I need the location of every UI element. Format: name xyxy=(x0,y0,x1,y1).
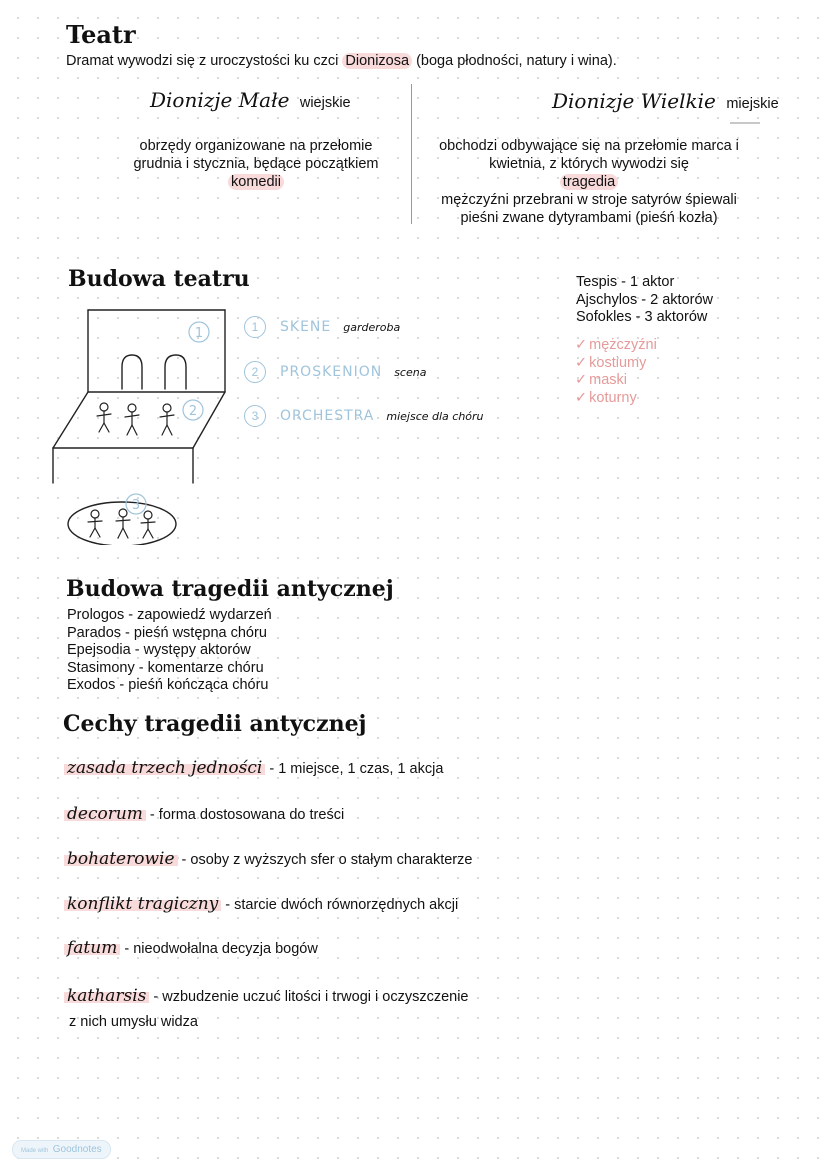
feature-desc-continued: z nich umysłu widza xyxy=(69,1014,198,1030)
badge-brand: Goodnotes xyxy=(52,1144,102,1155)
col-right-header xyxy=(552,89,779,113)
actor-line: Tespis - 1 aktor xyxy=(576,274,675,290)
structure-item: Prologos - zapowiedź wydarzeń xyxy=(67,607,272,623)
drawing-label-3: 3 xyxy=(131,498,141,513)
feature-row xyxy=(64,849,472,870)
col-left-highlight: komedii xyxy=(228,174,284,190)
feature-term: zasada trzech jedności xyxy=(64,758,265,778)
part-1-name: SKENE xyxy=(280,319,332,335)
checklist-item: ✓ koturny xyxy=(575,390,657,408)
structure-list xyxy=(67,607,272,695)
features-heading: Cechy tragedii antycznej xyxy=(63,711,367,737)
col-left-qualifier: wiejskie xyxy=(299,95,351,111)
skene-building xyxy=(88,310,225,392)
theatre-drawing xyxy=(46,305,246,545)
feature-term: fatum xyxy=(64,938,120,958)
part-2-note: scena xyxy=(394,365,427,379)
structure-item: Parados - pieśń wstępna chóru xyxy=(67,624,267,641)
part-3-note: miejsce dla chóru xyxy=(386,409,484,423)
col-right-text: obchodzi odbywające się na przełomie marca i kwietnia, z których wywodzi się xyxy=(439,138,739,172)
actor-line: Ajschylos - 2 aktorów xyxy=(576,291,713,308)
col-right-body xyxy=(434,137,744,227)
actor-line: Sofokles - 3 aktorów xyxy=(576,309,708,325)
col-right-extra: mężczyźni przebrani w stroje satyrów śpiewali pieśni zwane dytyrambami (pieśń kozła) xyxy=(441,192,737,226)
col-right-highlight: tragedia xyxy=(560,174,618,190)
feature-desc: - nieodwołalna decyzja bogów xyxy=(120,941,318,957)
col-left-text: obrzędy organizowane na przełomie grudnia i stycznia, będące początkiem xyxy=(133,138,379,172)
feature-row xyxy=(64,894,458,915)
col-left-header xyxy=(150,88,351,112)
orchestra-circle xyxy=(68,502,176,545)
intro-highlight: Dionizosa xyxy=(342,53,412,69)
part-3 xyxy=(244,404,484,428)
theatre-heading: Budowa teatru xyxy=(68,266,250,292)
goodnotes-badge[interactable] xyxy=(12,1140,111,1159)
col-right-name: Dionizje Wielkie xyxy=(552,89,716,113)
part-3-marker: 3 xyxy=(244,405,266,427)
feature-desc: - 1 miejsce, 1 czas, 1 akcja xyxy=(265,761,444,777)
feature-row xyxy=(64,804,344,825)
feature-term: decorum xyxy=(64,804,146,824)
feature-row xyxy=(64,758,443,779)
right-underline xyxy=(730,122,760,124)
checklist-item: ✓ maski xyxy=(575,372,657,390)
proskenion-stage xyxy=(53,392,225,483)
feature-desc: - wzbudzenie uczuć litości i trwogi i oczyszczenie xyxy=(149,989,469,1005)
structure-item: Epejsodia - występy aktorów xyxy=(67,642,251,658)
part-2-name: PROSKENION xyxy=(280,364,383,380)
page-title: Teatr xyxy=(66,20,136,49)
part-2 xyxy=(244,360,426,384)
feature-term: konflikt tragiczny xyxy=(64,894,221,914)
structure-heading: Budowa tragedii antycznej xyxy=(66,576,394,602)
feature-desc: - osoby z wyższych sfer o stałym charakterze xyxy=(177,852,473,868)
col-left-body xyxy=(120,137,392,191)
feature-row xyxy=(64,986,469,1007)
col-left-name: Dionizje Małe xyxy=(150,88,290,112)
feature-row xyxy=(64,938,318,959)
checklist-item: ✓ kostiumy xyxy=(575,355,657,373)
column-divider xyxy=(411,84,412,224)
intro-after: (boga płodności, natury i wina). xyxy=(412,53,617,69)
part-3-name: ORCHESTRA xyxy=(280,408,375,424)
actors-list xyxy=(576,274,713,327)
checklist xyxy=(575,337,657,407)
drawing-label-1: 1 xyxy=(194,326,204,341)
intro-line xyxy=(66,52,617,70)
feature-desc: - starcie dwóch równorzędnych akcji xyxy=(221,897,459,913)
structure-item: Stasimony - komentarze chóru xyxy=(67,659,264,676)
part-1-note: garderoba xyxy=(343,320,401,334)
part-1 xyxy=(244,315,400,339)
stage-actors xyxy=(97,403,174,435)
structure-item: Exodos - pieśń kończąca chóru xyxy=(67,677,269,693)
col-right-qualifier: miejskie xyxy=(726,96,779,112)
feature-term: bohaterowie xyxy=(64,849,178,869)
feature-desc: - forma dostosowana do treści xyxy=(145,807,345,823)
feature-term: katharsis xyxy=(64,986,149,1006)
drawing-label-2: 2 xyxy=(188,404,198,419)
badge-prefix: Made with xyxy=(21,1148,49,1154)
checklist-item: ✓ mężczyźni xyxy=(575,337,657,355)
part-2-marker: 2 xyxy=(244,361,266,383)
part-1-marker: 1 xyxy=(244,316,266,338)
intro-before: Dramat wywodzi się z uroczystości ku czci xyxy=(66,53,343,69)
